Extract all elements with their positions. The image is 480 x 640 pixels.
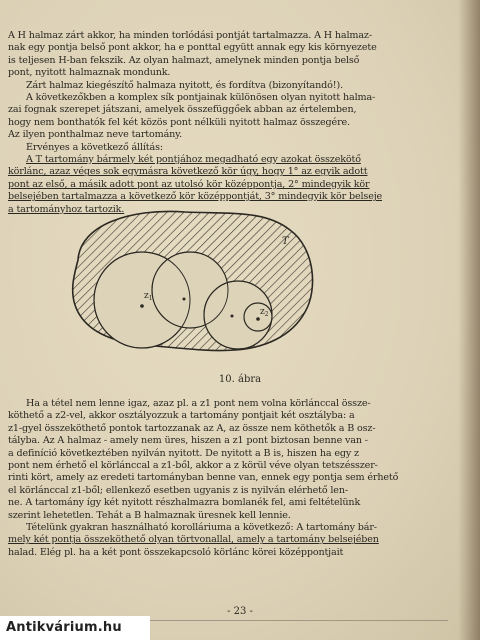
text-line: is teljesen H-ban fekszik. Az olyan halmazt, amelynek minden pontja belső (8, 54, 360, 66)
point-z1 (140, 304, 144, 308)
page-number: - 23 - (227, 606, 253, 617)
text-line: tályba. Az A halmaz - amely nem üres, hiszen a z1 pont biztosan benne van - (8, 435, 368, 447)
text-line: pont nem érhető el körlánccal a z1-ből, akkor a z körül véve olyan tetszésszer- (8, 460, 378, 472)
text-line: z1-gyel összeköthető pontok tartozzanak az A, az össze nem köthetők a B osz- (8, 422, 376, 434)
theorem-line: A T tartomány bármely két pontjához megadható egy azokat összekötő (26, 154, 361, 166)
theorem-line: körlánc, azaz véges sok egymásra következő kör úgy, hogy 1° az egyik adott (8, 166, 368, 178)
text-line: pont, nyitott halmaznak mondunk. (8, 67, 171, 79)
text-line: szerint lehetetlen. Tehát a B halmaznak üresnek kell lennie. (8, 509, 291, 521)
theorem-line: a tartományhoz tartozik. (8, 203, 125, 215)
corollary-line: mely két pontja összeköthető olyan törtvonallal, amely a tartomány belsejében (8, 534, 379, 546)
top-text-block (8, 30, 462, 216)
text-line: A H halmaz zárt akkor, ha minden torlódási pontját tartalmazza. A H halmaz- (8, 30, 372, 41)
text-line: nak egy pontja belső pont akkor, ha e ponttal együtt annak egy kis környezete (8, 42, 377, 54)
text-line: Érvényes a következő állítás: (26, 141, 163, 153)
theorem-line: pont az első, a másik adott pont az utolsó kör középpontja, 2° mindegyik kör (8, 178, 370, 190)
text-line: Az ilyen ponthalmaz neve tartomány. (8, 129, 183, 141)
point-z2 (256, 317, 260, 321)
label-t: T (282, 236, 289, 247)
point-chain-2 (183, 298, 186, 301)
point-chain-3 (231, 315, 234, 318)
text-line: rinti kört, amely az eredeti tartományban benne van, ennek egy pontja sem érhető (8, 472, 399, 484)
text-line: ne. A tartomány így két nyitott részhalmazra bomlanék fel, ami feltételünk (8, 497, 361, 509)
text-line: zai fognak szerepet játszani, amelyek összefüggőek abban az értelemben, (8, 104, 357, 116)
text-line: a definíció következtében nyilván nyitott. De nyitott a B is, hiszen ha egy z (8, 447, 359, 459)
text-line: el körlánccal z1-ből; ellenkező esetben ugyanis z is nyilván elérhető len- (8, 484, 348, 496)
text-line: köthető a z2-vel, akkor osztályozzuk a tartomány pontjait két osztályba: a (8, 410, 355, 422)
text-line: hogy nem bonthatók fel két közös pont nélküli nyitott halmaz összegére. (8, 116, 350, 128)
figure-caption: 10. ábra (218, 374, 262, 385)
text-line: halad. Elég pl. ha a két pont összekapcsoló körlánc körei középpontjait (8, 546, 344, 558)
theorem-line: belsejében tartalmazza a következő kör középpontját, 3° mindegyik kör belseje (8, 191, 383, 203)
bottom-text-block (8, 398, 462, 559)
text-line: A következőkben a komplex sík pontjainak különösen olyan nyitott halma- (26, 92, 376, 104)
label-z2: $z_2$ (260, 307, 269, 318)
label-z1: $z_1$ (144, 291, 153, 302)
text-line: Zárt halmaz kiegészítő halmaza nyitott, és fordítva (bizonyítandó!). (26, 79, 343, 91)
figure-10-region-diagram (60, 200, 320, 358)
watermark-logo: Antikvárium.hu (0, 616, 150, 640)
text-line: Tételünk gyakran használható korolláriuma a következő: A tartomány bár- (26, 522, 377, 534)
text-line: Ha a tétel nem lenne igaz, azaz pl. a z1 pont nem volna körlánccal össze- (26, 398, 371, 409)
